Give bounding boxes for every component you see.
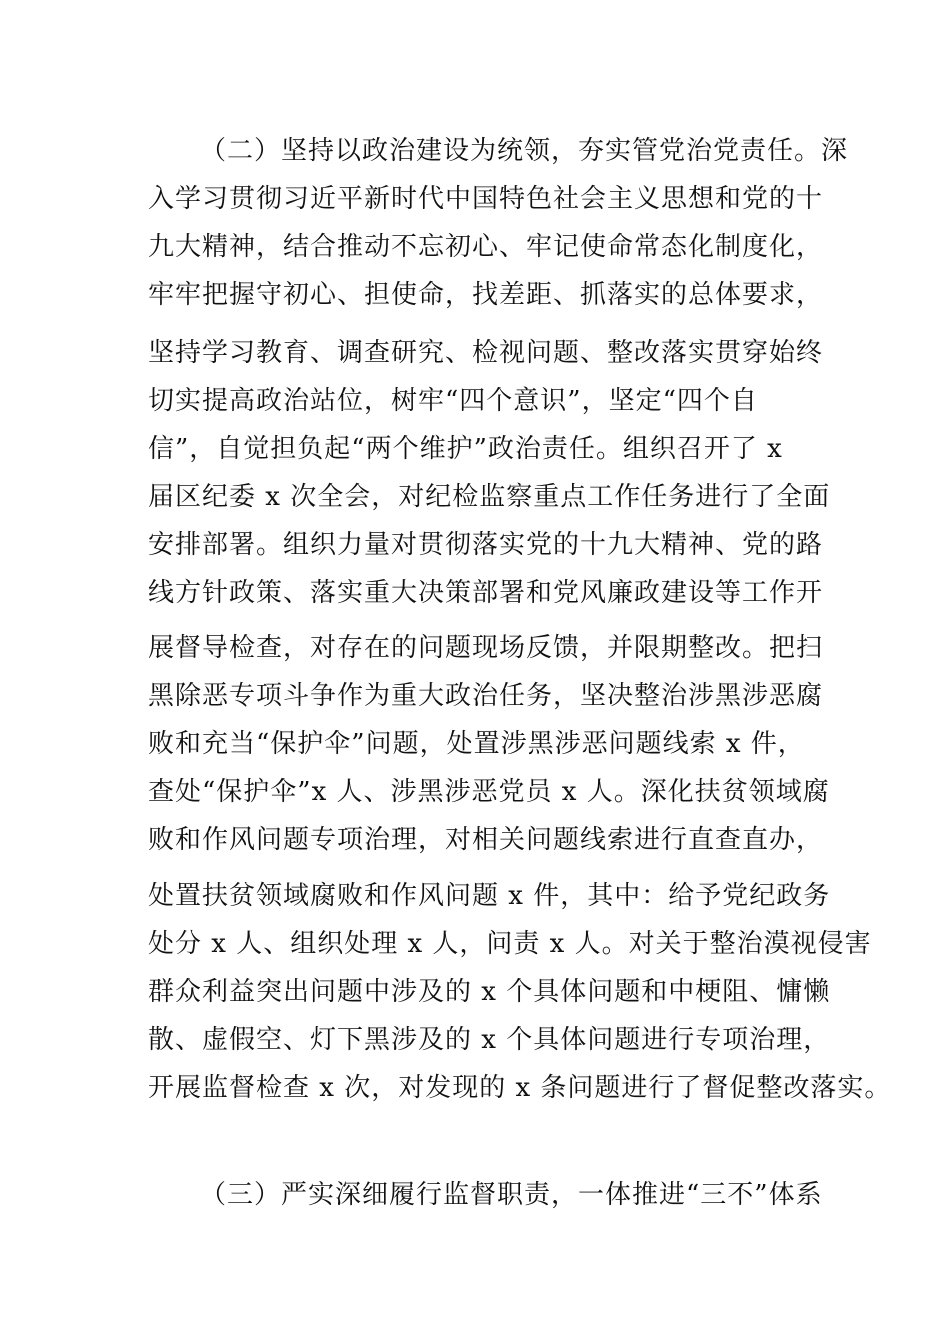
paragraph-2-line-14: 查处“保护伞”x 人、涉黑涉恶党员 x 人。深化扶贫领域腐 bbox=[148, 777, 830, 807]
paragraph-2-line-5: 坚持学习教育、调查研究、检视问题、整改落实贯穿始终 bbox=[148, 338, 824, 368]
paragraph-2-line-20: 开展监督检查 x 次，对发现的 x 条问题进行了督促整改落实。 bbox=[148, 1073, 892, 1103]
paragraph-2-line-11: 展督导检查，对存在的问题现场反馈，并限期整改。把扫 bbox=[148, 633, 824, 663]
paragraph-2-line-7: 信”，自觉担负起“两个维护”政治责任。组织召开了 x bbox=[148, 434, 783, 464]
paragraph-2-line-2: 入学习贯彻习近平新时代中国特色社会主义思想和党的十 bbox=[148, 184, 824, 214]
paragraph-2-line-3: 九大精神，结合推动不忘初心、牢记使命常态化制度化， bbox=[148, 232, 824, 262]
paragraph-2-line-8: 届区纪委 x 次全会，对纪检监察重点工作任务进行了全面 bbox=[148, 482, 831, 512]
paragraph-2-line-6: 切实提高政治站位，树牢“四个意识”，坚定“四个自 bbox=[148, 386, 758, 416]
paragraph-2-line-12: 黑除恶专项斗争作为重大政治任务，坚决整治涉黑涉恶腐 bbox=[148, 681, 824, 711]
paragraph-2-line-17: 处分 x 人、组织处理 x 人，问责 x 人。对关于整治漠视侵害 bbox=[148, 929, 872, 959]
paragraph-2-line-9: 安排部署。组织力量对贯彻落实党的十九大精神、党的路 bbox=[148, 530, 824, 560]
paragraph-2-line-16: 处置扶贫领域腐败和作风问题 x 件，其中：给予党纪政务 bbox=[148, 881, 831, 911]
paragraph-2-line-10: 线方针政策、落实重大决策部署和党风廉政建设等工作开 bbox=[148, 578, 824, 608]
paragraph-2-line-4: 牢牢把握守初心、担使命，找差距、抓落实的总体要求， bbox=[148, 280, 824, 310]
paragraph-3-line-1: （三）严实深细履行监督职责，一体推进“三不”体系 bbox=[200, 1180, 823, 1210]
paragraph-2-line-1: （二）坚持以政治建设为统领，夯实管党治党责任。深 bbox=[200, 136, 849, 166]
paragraph-2-line-18: 群众利益突出问题中涉及的 x 个具体问题和中梗阻、慵懒 bbox=[148, 977, 831, 1007]
paragraph-2-line-19: 散、虚假空、灯下黑涉及的 x 个具体问题进行专项治理， bbox=[148, 1025, 831, 1055]
paragraph-2-line-13: 败和充当“保护伞”问题，处置涉黑涉恶问题线索 x 件， bbox=[148, 729, 805, 759]
paragraph-2-line-15: 败和作风问题专项治理，对相关问题线索进行直查直办， bbox=[148, 825, 824, 855]
